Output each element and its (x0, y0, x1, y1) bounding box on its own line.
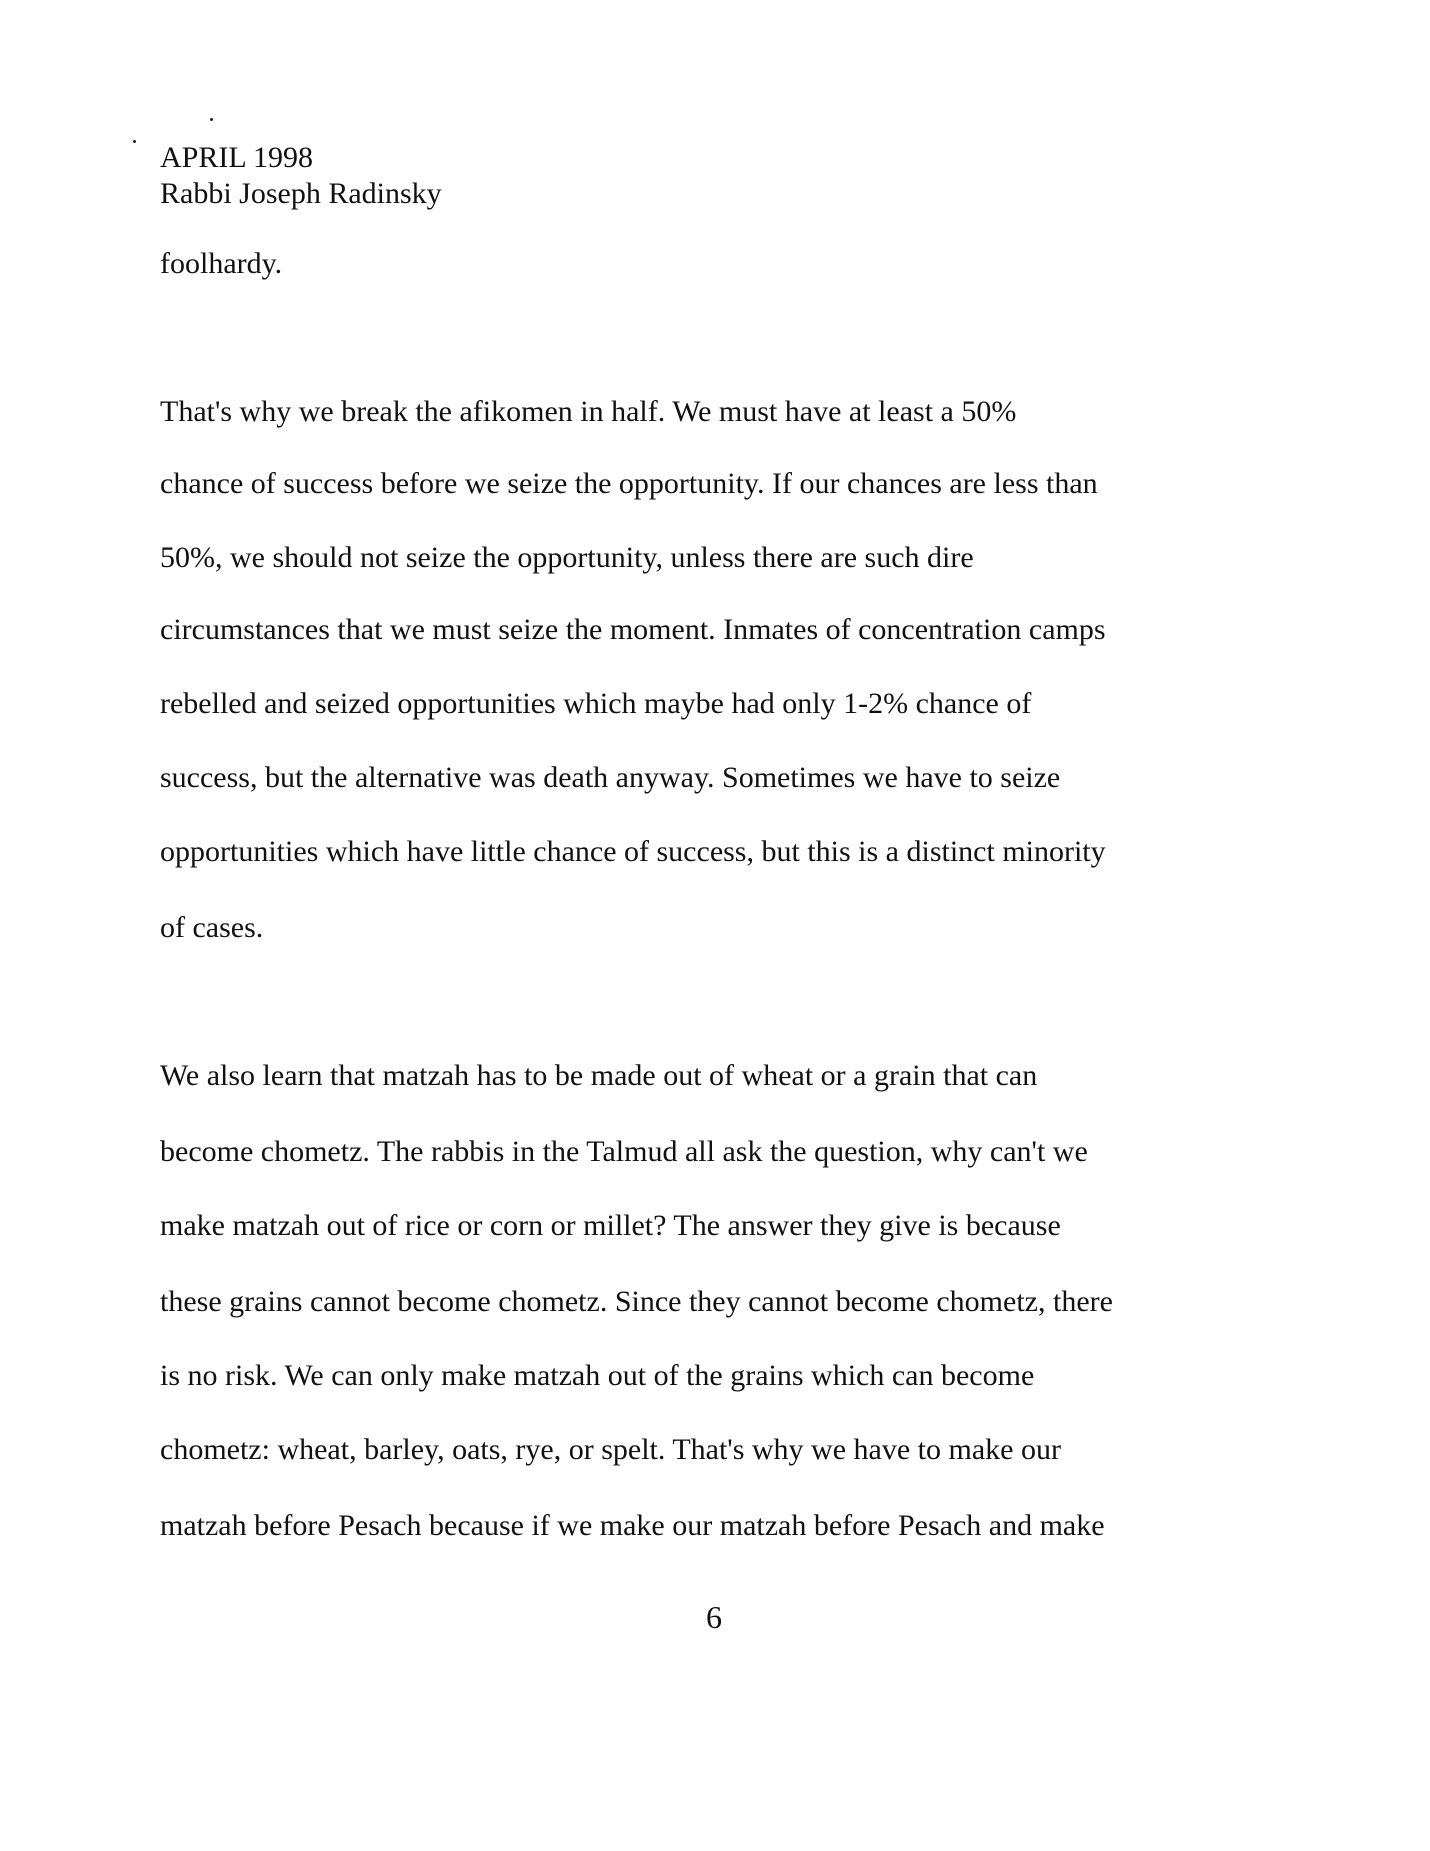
paragraph1-line: success, but the alternative was death anyway. Sometimes we have to seize (160, 761, 1061, 794)
paragraph2-line: these grains cannot become chometz. Since they cannot become chometz, there (160, 1285, 1113, 1318)
paragraph1-line: rebelled and seized opportunities which maybe had only 1-2% chance of (160, 687, 1032, 720)
header-date: APRIL 1998 (160, 141, 314, 174)
paragraph1-line: chance of success before we seize the opportunity. If our chances are less than (160, 467, 1098, 500)
paragraph2-line: matzah before Pesach because if we make our matzah before Pesach and make (160, 1509, 1105, 1542)
paragraph2-line: make matzah out of rice or corn or millet? The answer they give is because (160, 1209, 1061, 1242)
paragraph1-line: of cases. (160, 911, 264, 944)
header-author: Rabbi Joseph Radinsky (160, 177, 442, 210)
paragraph1-line: 50%, we should not seize the opportunity, unless there are such dire (160, 541, 974, 574)
paragraph1-line: That's why we break the afikomen in half. We must have at least a 50% (160, 395, 1017, 428)
paragraph1-line: opportunities which have little chance of success, but this is a distinct minority (160, 835, 1106, 868)
paragraph2-line: chometz: wheat, barley, oats, rye, or spelt. That's why we have to make our (160, 1433, 1061, 1466)
paragraph2-line: become chometz. The rabbis in the Talmud all ask the question, why can't we (160, 1135, 1088, 1168)
continuation-text: foolhardy. (160, 247, 283, 280)
page-number: 6 (706, 1599, 722, 1635)
scan-speck (210, 118, 213, 121)
scan-speck (133, 140, 136, 143)
paragraph1-line: circumstances that we must seize the moment. Inmates of concentration camps (160, 613, 1106, 646)
paragraph2-line: is no risk. We can only make matzah out of the grains which can become (160, 1359, 1035, 1392)
paragraph2-line: We also learn that matzah has to be made out of wheat or a grain that can (160, 1059, 1038, 1092)
